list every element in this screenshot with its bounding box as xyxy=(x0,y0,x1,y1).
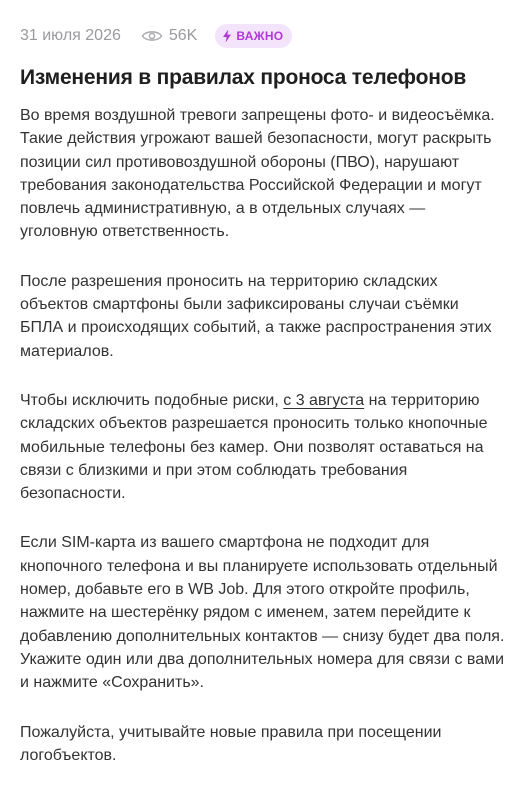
article-meta xyxy=(20,22,505,50)
paragraph-2: После разрешения проносить на территорию складских объектов смартфоны были зафиксированы случаи съёмки БПЛА и происходящих событий, а также распространения этих материалов. xyxy=(20,272,492,360)
views-counter xyxy=(141,27,197,45)
badge-label: ВАЖНО xyxy=(236,29,284,43)
eye-icon xyxy=(141,29,163,43)
date-link[interactable]: с 3 августа xyxy=(283,391,365,409)
publish-date: 31 июля 2026 xyxy=(20,27,121,44)
important-badge xyxy=(215,24,292,48)
paragraph-3-start: Чтобы исключить подобные риски, xyxy=(20,391,284,409)
paragraph-3-end: на территорию складских объектов разрешается проносить только кнопочные мобильные телефоны без камер. Они позволят оставаться на связи с близкими и при этом соблюдать требования безопасности. xyxy=(20,391,488,503)
views-count: 56K xyxy=(168,27,198,44)
lightning-icon xyxy=(222,29,232,43)
paragraph-4: Если SIM-карта из вашего смартфона не подходит для кнопочного телефона и вы планируете использовать отдельный номер, добавьте его в WB Job. Для этого откройте профиль, нажмите на шестерёнку рядом с именем, затем перейдите к добавлению дополнительных контактов — снизу будет два поля. Укажите один или два дополнительных номера для связи с вами и нажмите «Сохранить». xyxy=(20,534,505,692)
article-title: Изменения в правилах проноса телефонов xyxy=(20,66,467,89)
paragraph-3 xyxy=(20,389,505,505)
paragraph-5: Пожалуйста, учитывайте новые правила при посещении логобъектов. xyxy=(20,723,442,764)
paragraph-1: Во время воздушной тревоги запрещены фото- и видеосъёмка. Такие действия угрожают вашей безопасности, могут раскрыть позиции сил противовоздушной обороны (ПВО), нарушают требования законодательства Российской Федерации и могут повлечь административную, а в отдельных случаях — уголовную ответственность. xyxy=(20,107,495,241)
